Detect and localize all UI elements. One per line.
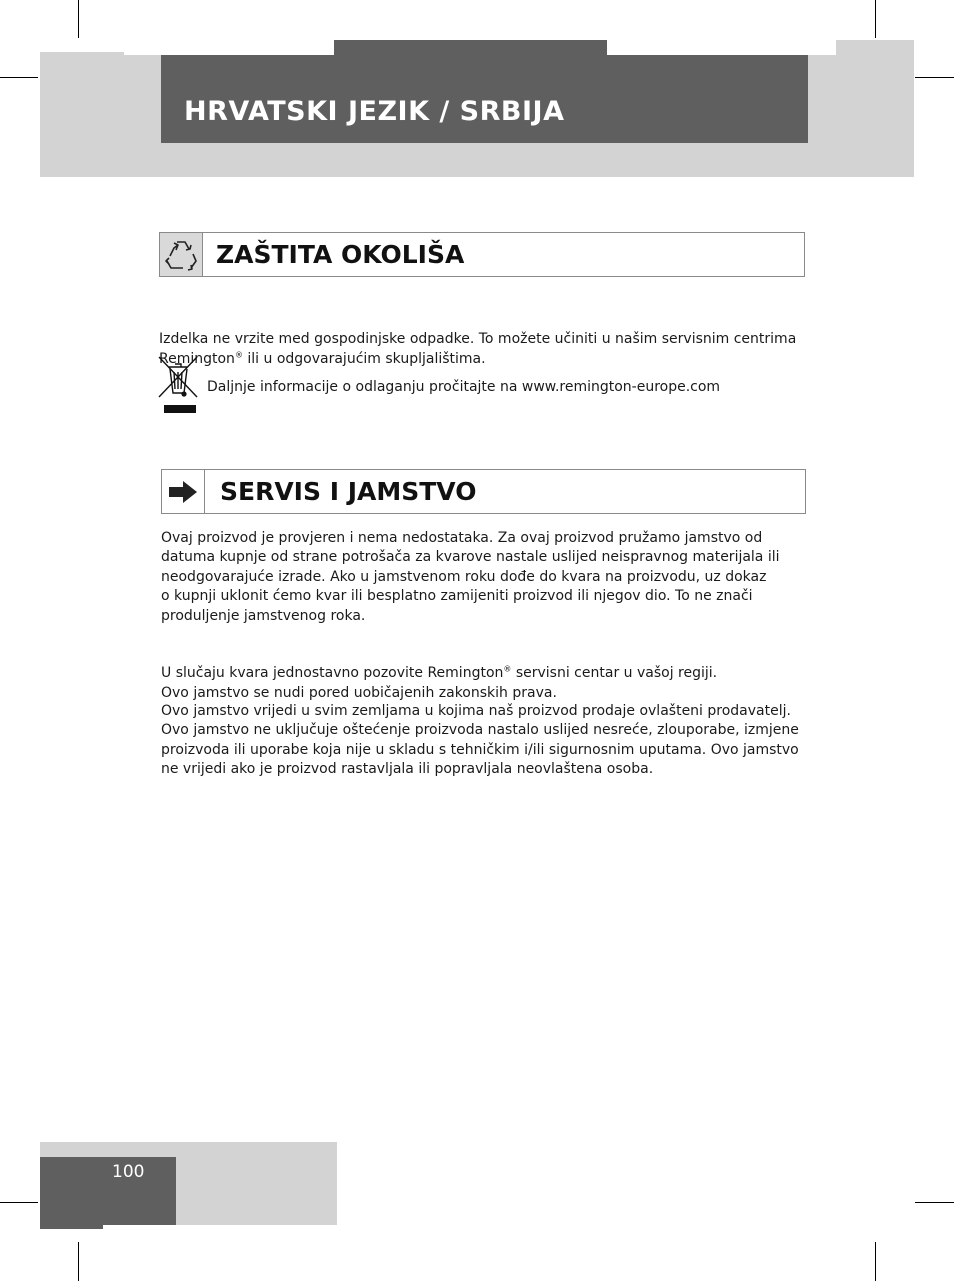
- page-number: 100: [112, 1162, 145, 1182]
- crop-mark: [78, 1242, 79, 1281]
- crop-mark: [915, 77, 954, 78]
- warranty-paragraph-1: Ovaj proizvod je provjeren i nema nedostataka. Za ovaj proizvod pružamo jamstvo od datuma kupnje od strane potrošača za kvarove nastale uslijed neispravnog materijala ili neodgovarajuće izrade. Ako u jamstvenom roku dođe do kvara na proizvodu, uz dokaz o kupnji uklonit ćemo kvar ili besplatno zamijeniti proizvod ili njegov dio. To ne znači produljenje jamstvenog roka.: [161, 530, 780, 624]
- warranty-line-rest: servisni centar u vašoj regiji.: [511, 665, 718, 682]
- footer-page-tab-tail: [40, 1225, 103, 1229]
- header-notch: [607, 40, 836, 55]
- recycle-icon: [160, 233, 203, 276]
- crop-mark: [875, 0, 876, 38]
- warranty-paragraph-2: [161, 645, 821, 703]
- arrow-right-icon: [162, 470, 205, 513]
- crop-mark: [0, 77, 38, 78]
- crop-mark: [0, 1202, 38, 1203]
- warranty-legal-rights: Ovo jamstvo se nudi pored uobičajenih zakonskih prava.: [161, 684, 557, 701]
- disposal-info-text: Daljnje informacije o odlaganju pročitajte na www.remington-europe.com: [207, 379, 721, 395]
- page-title: HRVATSKI JEZIK / SRBIJA: [184, 96, 565, 127]
- environment-paragraph: [159, 311, 819, 369]
- footer-page-tab: [40, 1157, 176, 1225]
- header-tab-center: [334, 40, 607, 56]
- environment-line-1: Izdelka ne vrzite med gospodinjske odpadke. To možete učiniti u našim servisnim centrima: [159, 331, 797, 348]
- section-title-service: SERVIS I JAMSTVO: [220, 477, 477, 506]
- crossed-bin-icon: [157, 355, 199, 415]
- environment-line-2: ili u odgovarajućim skupljalištima.: [242, 350, 486, 367]
- warranty-paragraph-3: Ovo jamstvo vrijedi u svim zemljama u kojima naš proizvod prodaje ovlašteni prodavatelj. Ovo jamstvo ne uključuje oštećenje proizvoda nastalo uslijed nesreće, zlouporabe, izmjene proizvoda ili uporabe koja nije u skladu s tehničkim i/ili sigurnosnim uputama. Ovo jamstvo ne vrijedi ako je proizvod rastavljala ili popravljala neovlaštena osoba.: [161, 703, 799, 778]
- crop-mark: [78, 0, 79, 38]
- crop-mark: [875, 1242, 876, 1281]
- section-title-environment: ZAŠTITA OKOLIŠA: [216, 240, 465, 269]
- registered-mark: ®: [503, 664, 512, 674]
- warranty-line-brand: U slučaju kvara jednostavno pozovite Remington: [161, 665, 504, 682]
- brand-name: Remington: [159, 350, 235, 367]
- crop-mark: [915, 1202, 954, 1203]
- registered-mark: ®: [234, 350, 243, 360]
- header-tab-right: [836, 40, 914, 60]
- section-header-environment: [159, 232, 805, 277]
- header-tab-left: [40, 52, 124, 57]
- header-notch: [124, 40, 334, 55]
- section-header-service: [161, 469, 806, 514]
